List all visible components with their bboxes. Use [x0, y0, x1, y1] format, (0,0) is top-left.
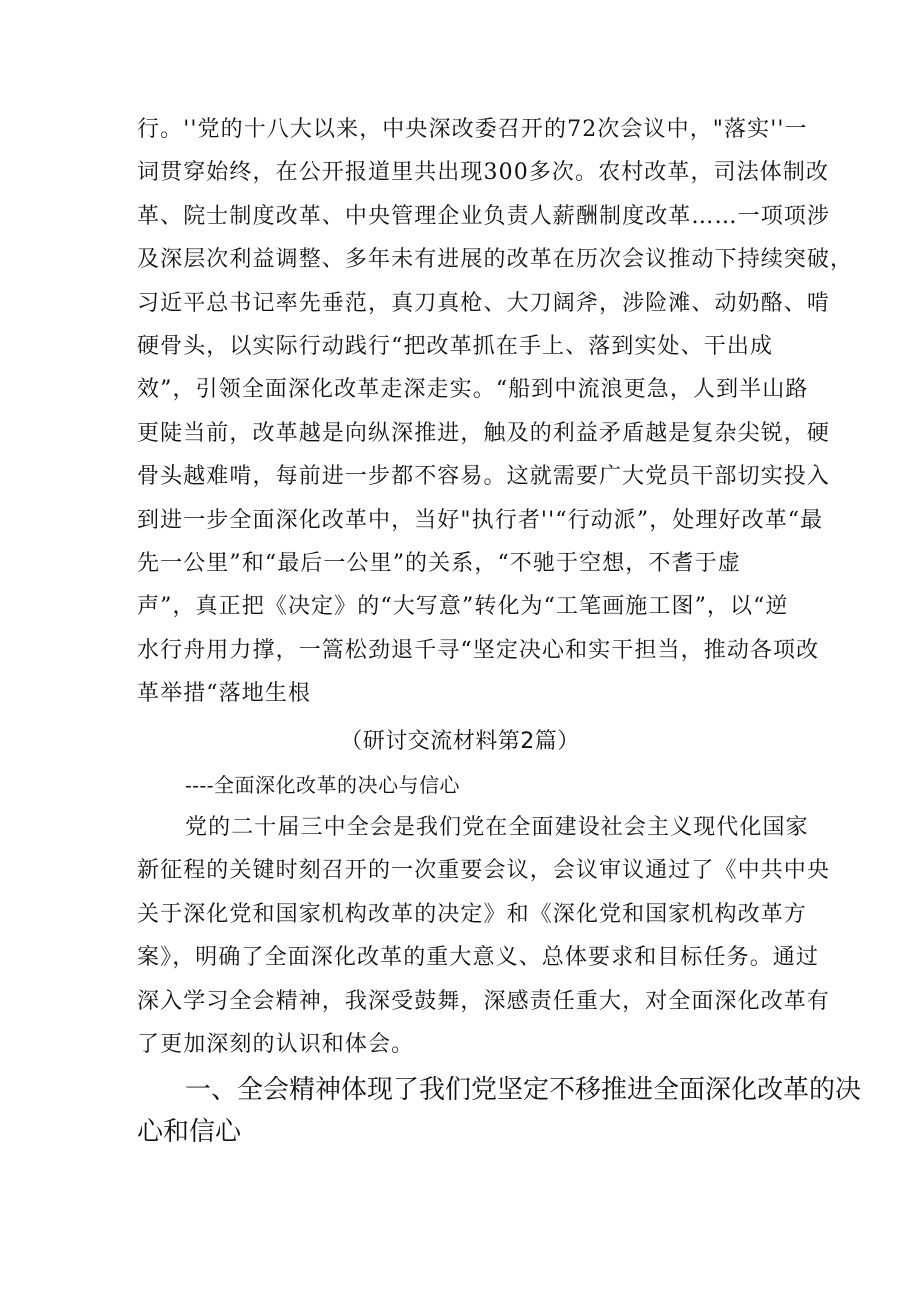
text-line: 党的二十届三中全会是我们党在全面建设社会主义现代化国家	[185, 815, 809, 840]
text-line: 水行舟用力撑，一篙松劲退千寻“坚定决心和实干担当，推动各项改	[137, 637, 820, 663]
intro-paragraph	[137, 806, 831, 1066]
subtitle: ----全面深化改革的决心与信心	[185, 773, 461, 797]
text-line: 案》，明确了全面深化改革的重大意义、总体要求和目标任务。通过	[137, 945, 820, 971]
text-line: 骨头越难啃，每前进一步都不容易。这就需要广大党员干部切实投入	[137, 464, 831, 490]
text-line: 更陡当前，改革越是向纵深推进，触及的利益矛盾越是复杂尖锐，硬	[137, 420, 831, 446]
text-line: 声”，真正把《决定》的“大写意”转化为“工笔画施工图”，以“逆	[137, 594, 789, 620]
text-line: 先一公里”和“最后一公里”的关系，“不驰于空想，不耆于虚	[137, 550, 741, 576]
text-line: 硬骨头，以实际行动践行“把改革抓在手上、落到实处、干出成	[137, 333, 774, 359]
text-line: 关于深化党和国家机构改革的决定》和《深化党和国家机构改革方	[137, 901, 807, 927]
text-line: 新征程的关键时刻召开的一次重要会议，会议审议通过了《中共中央	[137, 858, 831, 884]
text-line: 习近平总书记率先垂范，真刀真枪、大刀阔斧，涉险滩、动奶酪、啃	[137, 290, 831, 316]
text-line: 词贯穿始终，在公开报道里共出现300多次。农村改革，司法体制改	[137, 160, 830, 186]
text-line: 行。''党的十八大以来，中央深改委召开的72次会议中，"落实''一	[137, 117, 808, 142]
text-line: 到进一步全面深化改革中，当好"执行者''“行动派”，处理好改革“最	[137, 507, 824, 533]
heading-line: 心和信心	[137, 1117, 242, 1147]
text-line: 革、院士制度改革、中央管理企业负责人薪酬制度改革……一项项涉	[137, 203, 831, 229]
text-line: 了更加深刻的认识和体会。	[137, 1031, 415, 1057]
text-line: 革举措“落地生根	[137, 681, 312, 707]
text-line: 效”，引领全面深化改革走深走实。“船到中流浪更急，人到半山路	[137, 377, 809, 403]
section-heading	[137, 1069, 862, 1153]
section-title: （研讨交流材料第2篇）	[340, 729, 580, 754]
heading-line: 一、全会精神体现了我们党坚定不移推进全面深化改革的决	[185, 1075, 862, 1105]
text-line: 深入学习全会精神，我深受鼓舞，深感责任重大，对全面深化改革有	[137, 988, 831, 1014]
text-line: 及深层次利益调整、多年未有进展的改革在历次会议推动下持续突破，	[137, 247, 854, 273]
continuation-paragraph	[137, 108, 854, 715]
